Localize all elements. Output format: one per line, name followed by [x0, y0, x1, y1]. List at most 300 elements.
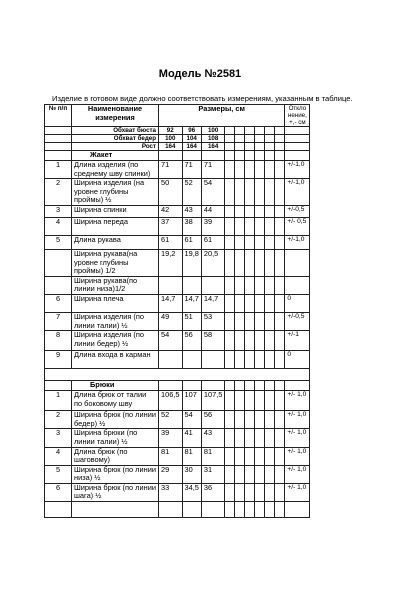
empty-cell — [245, 161, 255, 179]
measurement-name: Ширина изделия (по линии бедер) ½ — [72, 331, 159, 351]
row-number: 6 — [45, 294, 72, 312]
empty-cell — [235, 351, 245, 369]
characteristic-row — [45, 135, 310, 143]
size-value — [182, 276, 201, 294]
row-number: 8 — [45, 331, 72, 351]
empty-cell — [265, 135, 275, 143]
size-value: 61 — [201, 235, 225, 249]
empty-cell — [275, 151, 285, 161]
empty-cell — [275, 312, 285, 330]
row-number: 2 — [45, 411, 72, 429]
size-value: 71 — [159, 161, 183, 179]
empty-cell — [235, 312, 245, 330]
empty-cell — [275, 381, 285, 391]
tolerance-value: +/- 1,0 — [285, 429, 310, 447]
size-value: 81 — [159, 447, 183, 465]
table-row — [45, 249, 310, 276]
table-row — [45, 161, 310, 179]
row-number: 2 — [45, 179, 72, 206]
tolerance-value: +/- 1,0 — [285, 411, 310, 429]
size-value: 107 — [182, 391, 201, 411]
characteristic-label: Рост — [72, 143, 159, 151]
size-value: 54 — [159, 331, 183, 351]
empty-cell — [255, 294, 265, 312]
empty-cell — [245, 447, 255, 465]
size-value: 52 — [159, 411, 183, 429]
empty-cell — [225, 391, 235, 411]
row-number: 5 — [45, 465, 72, 483]
empty-cell — [275, 483, 285, 501]
empty-cell — [235, 276, 245, 294]
characteristic-label: Обхват бюста — [72, 127, 159, 135]
characteristic-value: 96 — [182, 127, 201, 135]
size-value: 53 — [201, 312, 225, 330]
empty-cell — [255, 151, 265, 161]
characteristic-number-cell — [45, 127, 72, 135]
measurement-name: Длина входа в карман — [72, 351, 159, 369]
empty-cell — [275, 205, 285, 217]
empty-cell — [265, 249, 275, 276]
empty-cell — [225, 179, 235, 206]
empty-cell — [225, 351, 235, 369]
empty-cell — [225, 135, 235, 143]
table-row — [45, 447, 310, 465]
empty-cell — [235, 179, 245, 206]
section-title: Брюки — [72, 381, 159, 391]
tolerance-cell — [285, 381, 310, 391]
characteristic-value: 164 — [182, 143, 201, 151]
empty-cell — [255, 465, 265, 483]
characteristic-value: 100 — [159, 135, 183, 143]
empty-cell — [265, 502, 275, 518]
size-value: 33 — [159, 483, 183, 501]
empty-cell — [182, 151, 201, 161]
row-number: 4 — [45, 447, 72, 465]
tolerance-value — [285, 249, 310, 276]
size-value — [201, 276, 225, 294]
section-title: Жакет — [72, 151, 159, 161]
row-number: 7 — [45, 312, 72, 330]
measurement-name: Ширина брюк (по линии бедер) ½ — [72, 411, 159, 429]
size-value: 71 — [182, 161, 201, 179]
measurement-name: Длина брюк от талии по боковому шву — [72, 391, 159, 411]
empty-cell — [245, 135, 255, 143]
empty-cell — [275, 351, 285, 369]
size-value: 106,5 — [159, 391, 183, 411]
empty-cell — [255, 351, 265, 369]
row-number: 3 — [45, 429, 72, 447]
empty-cell — [245, 205, 255, 217]
measurement-name: Ширина брюк (по линии шага) ½ — [72, 483, 159, 501]
empty-cell — [225, 127, 235, 135]
size-value: 14,7 — [159, 294, 183, 312]
empty-cell — [245, 331, 255, 351]
empty-cell — [201, 151, 225, 161]
tolerance-value: +/- 1,0 — [285, 465, 310, 483]
empty-cell — [265, 127, 275, 135]
empty-cell — [255, 135, 265, 143]
empty-cell — [225, 483, 235, 501]
empty-cell — [225, 235, 235, 249]
size-value: 49 — [159, 312, 183, 330]
empty-row — [45, 502, 310, 518]
tolerance-value: +/-1,0 — [285, 179, 310, 206]
empty-cell — [265, 391, 275, 411]
characteristic-label: Обхват бедер — [72, 135, 159, 143]
tolerance-value: +/-0,5 — [285, 205, 310, 217]
empty-cell — [201, 502, 225, 518]
tolerance-value: +/- 1,0 — [285, 483, 310, 501]
measurement-name: Ширина изделия (по линии талии) ½ — [72, 312, 159, 330]
empty-cell — [265, 465, 275, 483]
empty-cell — [275, 331, 285, 351]
tolerance-value: +/-1,0 — [285, 161, 310, 179]
intro-text: Изделие в готовом виде должно соответствовать измерениям, указанным в таблице. — [52, 94, 353, 103]
empty-cell — [275, 235, 285, 249]
measurement-name: Ширина спинки — [72, 205, 159, 217]
empty-cell — [245, 249, 255, 276]
empty-cell — [255, 161, 265, 179]
header-name: Наименование измерения — [72, 105, 159, 127]
tolerance-value: 0 — [285, 351, 310, 369]
table-row — [45, 391, 310, 411]
empty-cell — [255, 249, 265, 276]
size-value: 43 — [182, 205, 201, 217]
empty-cell — [255, 391, 265, 411]
characteristic-value: 92 — [159, 127, 183, 135]
header-sizes: Размеры, см — [159, 105, 285, 127]
empty-cell — [245, 391, 255, 411]
table-row — [45, 217, 310, 235]
empty-cell — [275, 127, 285, 135]
empty-cell — [255, 331, 265, 351]
empty-cell — [235, 502, 245, 518]
size-value: 50 — [159, 179, 183, 206]
row-number: 3 — [45, 205, 72, 217]
empty-cell — [159, 502, 183, 518]
size-value: 20,5 — [201, 249, 225, 276]
tolerance-value: +/- 1,0 — [285, 447, 310, 465]
empty-cell — [225, 331, 235, 351]
empty-cell — [245, 411, 255, 429]
characteristic-number-cell — [45, 135, 72, 143]
row-number — [45, 249, 72, 276]
empty-cell — [225, 276, 235, 294]
empty-cell — [159, 151, 183, 161]
measurement-name: Ширина рукава(на уровне глубины проймы) 1/2 — [72, 249, 159, 276]
empty-cell — [275, 161, 285, 179]
empty-cell — [225, 502, 235, 518]
empty-cell — [225, 312, 235, 330]
size-value — [159, 351, 183, 369]
tolerance-value — [285, 276, 310, 294]
tolerance-cell — [285, 135, 310, 143]
empty-cell — [201, 381, 225, 391]
page-title: Модель №2581 — [158, 68, 242, 80]
measurement-name: Длина изделия (по среднему шву спинки) — [72, 161, 159, 179]
measurement-name: Длина рукава — [72, 235, 159, 249]
empty-cell — [265, 312, 275, 330]
empty-cell — [255, 276, 265, 294]
size-value: 39 — [201, 217, 225, 235]
empty-cell — [255, 127, 265, 135]
empty-cell — [245, 235, 255, 249]
empty-cell — [275, 502, 285, 518]
size-value: 42 — [159, 205, 183, 217]
empty-cell — [245, 381, 255, 391]
empty-cell — [275, 465, 285, 483]
size-value: 19,2 — [159, 249, 183, 276]
tolerance-value: +/-0,5 — [285, 312, 310, 330]
size-value: 29 — [159, 465, 183, 483]
empty-cell — [275, 294, 285, 312]
empty-cell — [255, 502, 265, 518]
table-header-row — [45, 105, 310, 127]
size-value: 37 — [159, 217, 183, 235]
table-row — [45, 235, 310, 249]
size-value — [182, 351, 201, 369]
empty-cell — [225, 161, 235, 179]
empty-cell — [159, 381, 183, 391]
empty-cell — [255, 179, 265, 206]
row-number: 9 — [45, 351, 72, 369]
empty-cell — [45, 502, 72, 518]
tolerance-cell — [285, 127, 310, 135]
section-number-cell — [45, 151, 72, 161]
empty-cell — [255, 217, 265, 235]
size-value: 39 — [159, 429, 183, 447]
row-number — [45, 276, 72, 294]
row-number: 1 — [45, 161, 72, 179]
empty-cell — [275, 179, 285, 206]
empty-cell — [182, 381, 201, 391]
size-value: 61 — [159, 235, 183, 249]
size-value: 107,5 — [201, 391, 225, 411]
table-row — [45, 483, 310, 501]
empty-cell — [245, 483, 255, 501]
size-value: 44 — [201, 205, 225, 217]
size-value: 61 — [182, 235, 201, 249]
size-value: 30 — [182, 465, 201, 483]
empty-cell — [235, 151, 245, 161]
empty-cell — [72, 502, 159, 518]
empty-cell — [235, 411, 245, 429]
empty-cell — [265, 205, 275, 217]
tolerance-value: +/-1,0 — [285, 235, 310, 249]
measurement-name: Длина брюк (по шаговому) — [72, 447, 159, 465]
size-value: 56 — [182, 331, 201, 351]
empty-cell — [255, 381, 265, 391]
empty-cell — [265, 143, 275, 151]
characteristic-value: 104 — [182, 135, 201, 143]
table-row — [45, 179, 310, 206]
row-number: 1 — [45, 391, 72, 411]
table-row — [45, 294, 310, 312]
empty-cell — [225, 447, 235, 465]
empty-cell — [235, 161, 245, 179]
empty-cell — [265, 483, 275, 501]
characteristic-value: 100 — [201, 127, 225, 135]
characteristic-value: 164 — [201, 143, 225, 151]
measurement-name: Ширина брюк (по линии низа) ½ — [72, 465, 159, 483]
spacer-cell — [45, 369, 310, 381]
empty-cell — [275, 217, 285, 235]
table-row — [45, 465, 310, 483]
empty-cell — [255, 447, 265, 465]
row-number: 5 — [45, 235, 72, 249]
section-title-row — [45, 151, 310, 161]
empty-cell — [245, 429, 255, 447]
size-value: 54 — [201, 179, 225, 206]
empty-cell — [225, 294, 235, 312]
table-row — [45, 351, 310, 369]
empty-cell — [225, 465, 235, 483]
empty-cell — [235, 249, 245, 276]
empty-cell — [235, 217, 245, 235]
empty-cell — [225, 205, 235, 217]
empty-cell — [255, 143, 265, 151]
empty-cell — [265, 179, 275, 206]
size-value: 41 — [182, 429, 201, 447]
empty-cell — [255, 429, 265, 447]
empty-cell — [275, 447, 285, 465]
empty-cell — [235, 391, 245, 411]
size-value: 58 — [201, 331, 225, 351]
size-value: 43 — [201, 429, 225, 447]
table-row — [45, 331, 310, 351]
size-value: 14,7 — [201, 294, 225, 312]
empty-cell — [275, 391, 285, 411]
empty-cell — [255, 483, 265, 501]
empty-cell — [275, 143, 285, 151]
empty-cell — [265, 411, 275, 429]
empty-cell — [275, 135, 285, 143]
row-number: 4 — [45, 217, 72, 235]
table-row — [45, 276, 310, 294]
empty-cell — [225, 411, 235, 429]
empty-cell — [245, 143, 255, 151]
empty-cell — [235, 429, 245, 447]
measurement-name: Ширина изделия (на уровне глубины проймы) ½ — [72, 179, 159, 206]
empty-cell — [225, 381, 235, 391]
size-table — [44, 104, 310, 518]
table-row — [45, 429, 310, 447]
size-value — [159, 276, 183, 294]
characteristic-number-cell — [45, 143, 72, 151]
empty-cell — [265, 151, 275, 161]
spacer-row — [45, 369, 310, 381]
empty-cell — [245, 276, 255, 294]
empty-cell — [225, 143, 235, 151]
empty-cell — [255, 312, 265, 330]
empty-cell — [225, 249, 235, 276]
empty-cell — [235, 143, 245, 151]
empty-cell — [285, 502, 310, 518]
empty-cell — [235, 447, 245, 465]
size-value: 52 — [182, 179, 201, 206]
empty-cell — [265, 381, 275, 391]
empty-cell — [225, 429, 235, 447]
measurement-name: Ширина рукава(по линии низа)1/2 — [72, 276, 159, 294]
size-value: 51 — [182, 312, 201, 330]
empty-cell — [255, 205, 265, 217]
empty-cell — [265, 235, 275, 249]
row-number: 6 — [45, 483, 72, 501]
measurement-name: Ширина переда — [72, 217, 159, 235]
size-value: 19,8 — [182, 249, 201, 276]
characteristic-row — [45, 143, 310, 151]
empty-cell — [275, 249, 285, 276]
empty-cell — [245, 179, 255, 206]
empty-cell — [245, 502, 255, 518]
empty-cell — [225, 217, 235, 235]
empty-cell — [275, 276, 285, 294]
empty-cell — [275, 429, 285, 447]
section-title-row — [45, 381, 310, 391]
empty-cell — [265, 429, 275, 447]
empty-cell — [265, 447, 275, 465]
section-number-cell — [45, 381, 72, 391]
tolerance-cell — [285, 143, 310, 151]
empty-cell — [245, 127, 255, 135]
empty-cell — [235, 331, 245, 351]
size-value: 38 — [182, 217, 201, 235]
table-row — [45, 312, 310, 330]
tolerance-value: +/- 1,0 — [285, 391, 310, 411]
size-value: 81 — [201, 447, 225, 465]
size-value: 56 — [201, 411, 225, 429]
table-row — [45, 205, 310, 217]
empty-cell — [235, 127, 245, 135]
empty-cell — [265, 331, 275, 351]
empty-cell — [245, 151, 255, 161]
header-tolerance: Откло нение, +,- см — [285, 105, 310, 127]
measurement-name: Ширина брюки (по линии талии) ½ — [72, 429, 159, 447]
empty-cell — [245, 312, 255, 330]
empty-cell — [265, 351, 275, 369]
empty-cell — [235, 135, 245, 143]
empty-cell — [235, 294, 245, 312]
size-value — [201, 351, 225, 369]
size-value: 31 — [201, 465, 225, 483]
characteristic-row — [45, 127, 310, 135]
empty-cell — [235, 235, 245, 249]
empty-cell — [235, 465, 245, 483]
empty-cell — [265, 294, 275, 312]
empty-cell — [255, 235, 265, 249]
tolerance-value: 0 — [285, 294, 310, 312]
empty-cell — [235, 381, 245, 391]
tolerance-value: +/-1 — [285, 331, 310, 351]
empty-cell — [255, 411, 265, 429]
empty-cell — [265, 161, 275, 179]
table-row — [45, 411, 310, 429]
measurement-name: Ширина плеча — [72, 294, 159, 312]
header-number: № п/п — [45, 105, 72, 127]
size-value: 14,7 — [182, 294, 201, 312]
empty-cell — [235, 483, 245, 501]
size-value: 71 — [201, 161, 225, 179]
empty-cell — [265, 217, 275, 235]
tolerance-value: +/- 0,5 — [285, 217, 310, 235]
empty-cell — [225, 151, 235, 161]
size-value: 54 — [182, 411, 201, 429]
empty-cell — [182, 502, 201, 518]
empty-cell — [245, 217, 255, 235]
empty-cell — [245, 294, 255, 312]
empty-cell — [275, 411, 285, 429]
size-value: 81 — [182, 447, 201, 465]
